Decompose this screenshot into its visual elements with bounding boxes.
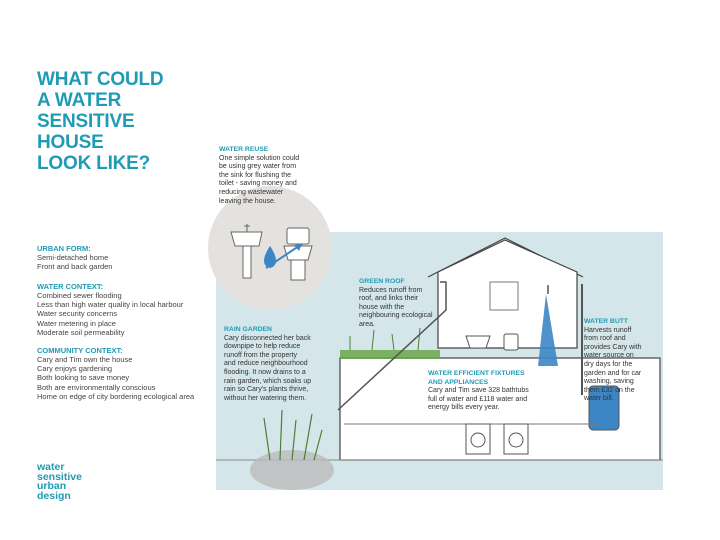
- water-context-line: Less than high water quality in local harbour: [37, 300, 184, 310]
- water-reuse-line: the sink for flushing the: [219, 171, 291, 179]
- efficient-line: Cary and Tim save 328 bathtubs: [428, 387, 529, 395]
- rain-garden-line: rain garden, which soaks up: [224, 377, 312, 385]
- water-butt-line: water bill.: [584, 395, 614, 403]
- water-reuse-caption: [219, 146, 337, 206]
- page-title: WHAT COULD A WATER SENSITIVE HOUSE LOOK LIKE?: [37, 69, 164, 174]
- rain-garden-line: flooding. It now drains to a: [224, 368, 306, 376]
- rain-garden-line: downpipe to help reduce: [224, 343, 301, 351]
- water-reuse-heading: WATER REUSE: [219, 146, 269, 153]
- rain-garden-line: without her watering them.: [224, 394, 307, 402]
- efficient-heading-2: AND APPLIANCES: [428, 378, 489, 386]
- rain-garden-line: runoff from the property: [224, 351, 298, 359]
- green-roof-line: house with the: [359, 303, 405, 311]
- community-context-line: Both are environmentally conscious: [37, 382, 156, 392]
- water-reuse-line: One simple solution could: [219, 154, 300, 162]
- water-butt-line: water source on: [584, 352, 634, 360]
- water-context-line: Combined sewer flooding: [37, 291, 122, 300]
- efficient-line: energy bills every year.: [428, 404, 500, 412]
- green-roof-line: neighbouring ecological: [359, 312, 433, 320]
- community-context-line: Cary enjoys gardening: [37, 364, 113, 374]
- water-butt-heading: WATER BUTT: [584, 318, 629, 325]
- green-roof-line: area.: [359, 320, 375, 328]
- rain-garden-line: rain so Cary's plants thrive,: [224, 386, 309, 394]
- water-butt-line: them £32 on the: [584, 386, 635, 394]
- water-reuse-line: reducing wastewater: [219, 188, 284, 196]
- green-roof-line: roof, and links their: [359, 295, 419, 303]
- rain-garden-line: and reduce neighbourhood: [224, 360, 308, 368]
- logo-line: sensitive: [37, 470, 82, 483]
- efficient-line: full of water and £118 water and: [428, 395, 528, 403]
- rain-garden-heading: RAIN GARDEN: [224, 326, 272, 333]
- logo-line: design: [37, 489, 71, 502]
- water-context-heading: WATER CONTEXT:: [37, 282, 104, 291]
- community-context-line: Both looking to save money: [37, 373, 130, 383]
- community-context-heading: COMMUNITY CONTEXT:: [37, 346, 123, 355]
- logo-line: water: [37, 461, 65, 473]
- green-roof: [340, 350, 440, 359]
- water-butt-line: dry days for the: [584, 360, 633, 368]
- water-reuse-line: be using grey water from: [219, 163, 297, 171]
- water-butt-caption: [584, 318, 662, 404]
- water-reuse-line: leaving the house.: [219, 197, 276, 205]
- community-context-line: Cary and Tim own the house: [37, 355, 133, 364]
- urban-form-line: Front and back garden: [37, 262, 113, 272]
- green-roof-heading: GREEN ROOF: [359, 278, 405, 285]
- water-butt-line: provides Cary with: [584, 343, 642, 351]
- community-context-line: Home on edge of city bordering ecological area: [37, 391, 195, 401]
- logo-line: urban: [37, 480, 67, 492]
- water-context-line: Water metering in place: [37, 318, 116, 328]
- water-butt-line: washing, saving: [584, 378, 634, 386]
- green-roof-caption: [359, 278, 459, 330]
- urban-form-line: Semi-detached home: [37, 253, 109, 262]
- water-context-line: Water security concerns: [37, 309, 118, 319]
- efficient-heading: WATER EFFICIENT FIXTURES: [428, 370, 525, 377]
- water-reuse-line: toilet - saving money and: [219, 180, 297, 188]
- efficient-fixtures-caption: [428, 370, 558, 413]
- water-butt-line: garden and for car: [584, 369, 642, 377]
- water-butt-line: from roof and: [584, 335, 626, 343]
- rain-garden-caption: [224, 326, 342, 403]
- green-roof-line: Reduces runoff from: [359, 286, 423, 294]
- rain-garden-line: Cary disconnected her back: [224, 334, 311, 342]
- water-butt-line: Harvests runoff: [584, 326, 632, 334]
- water-context-line: Moderate soil permeability: [37, 327, 125, 337]
- urban-form-heading: URBAN FORM:: [37, 244, 91, 253]
